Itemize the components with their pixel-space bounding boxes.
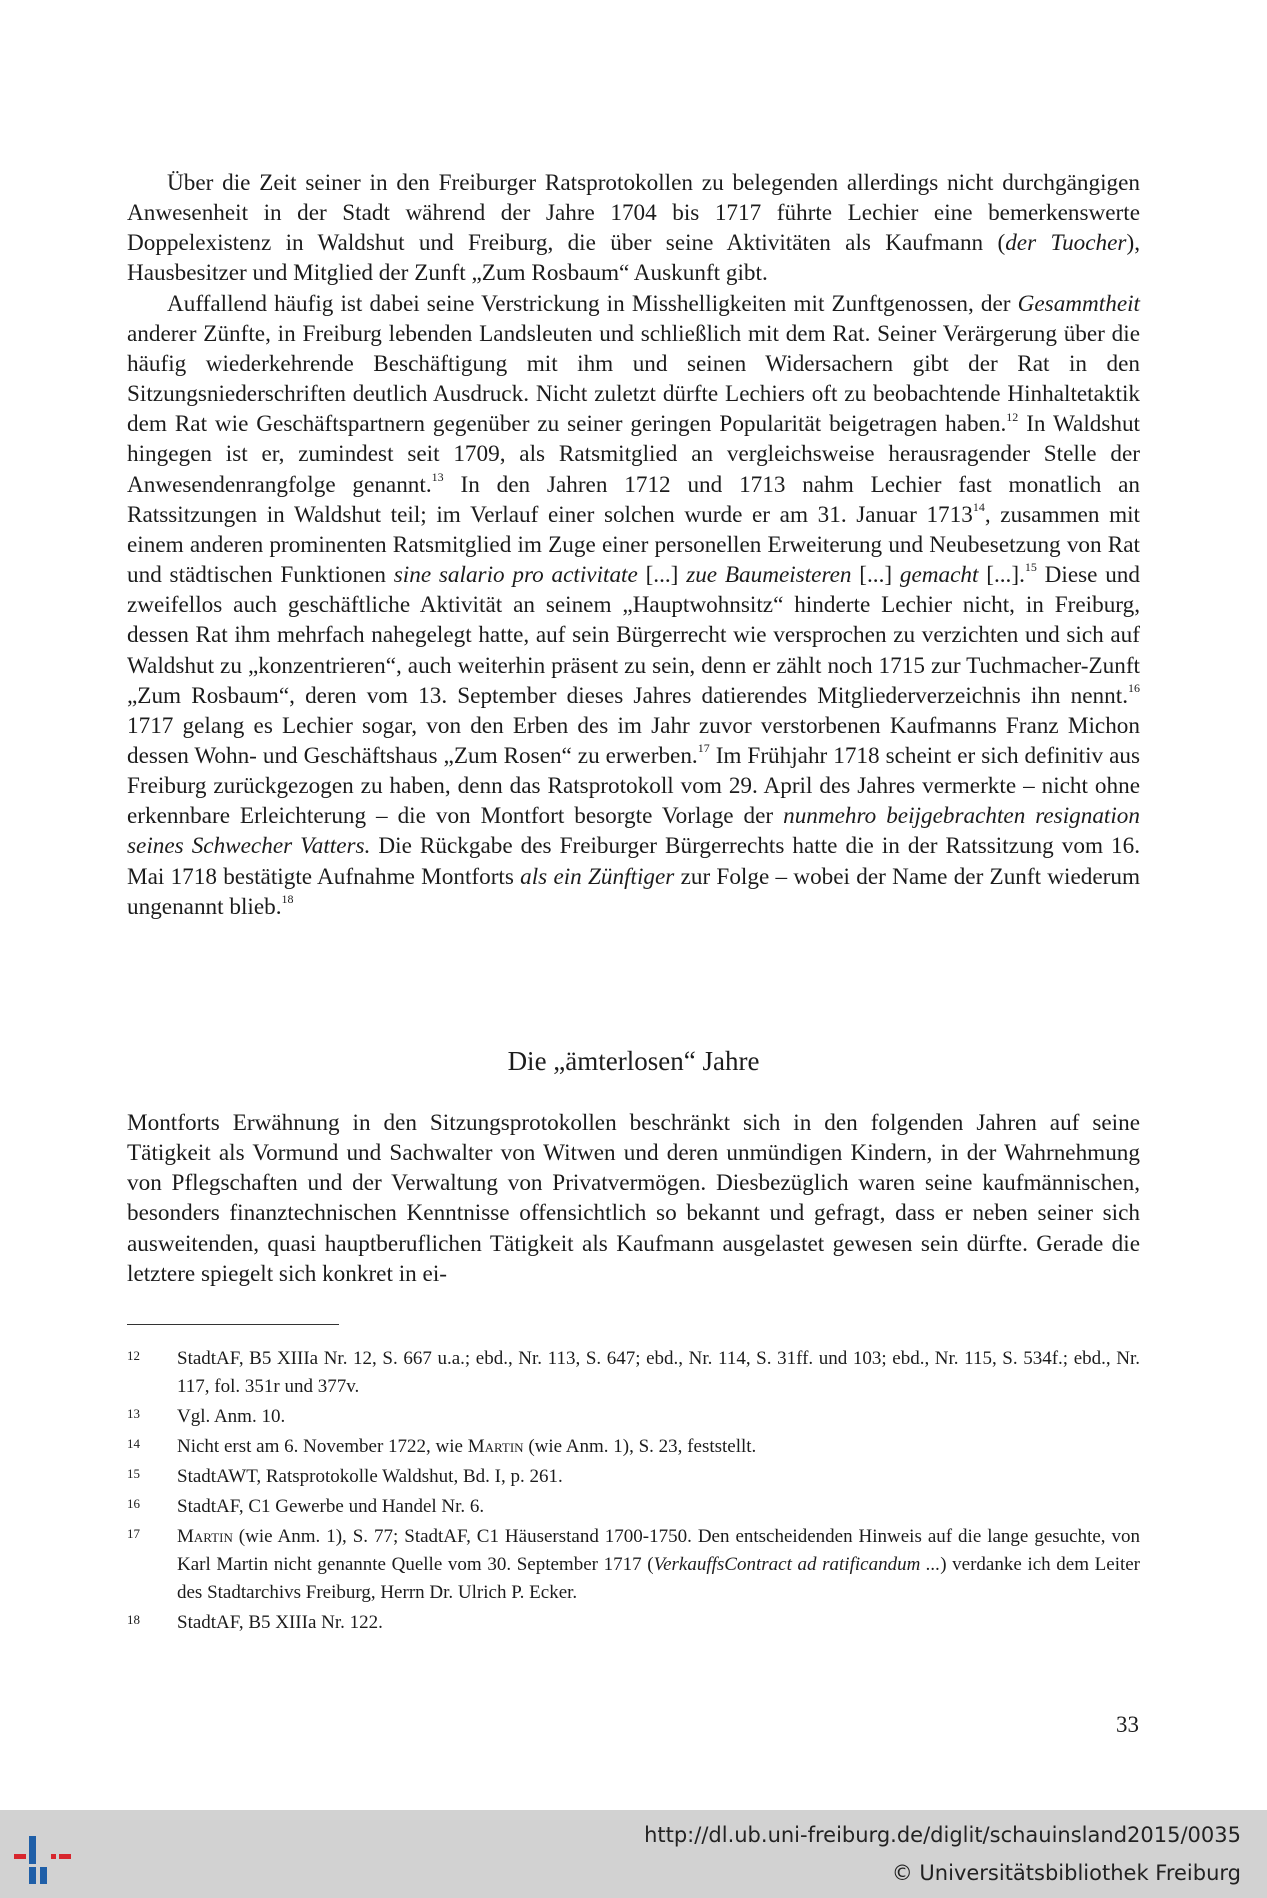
footnote-18: 18 StadtAF, B5 XIIIa Nr. 122. <box>127 1612 383 1633</box>
section-heading: Die „ämterlosen“ Jahre <box>507 1046 760 1076</box>
footnote-ref-14[interactable]: 14 <box>972 499 985 514</box>
viewer-footer <box>0 1810 1267 1898</box>
footnote-divider <box>127 1324 339 1325</box>
footnote-15: 15 StadtAWT, Ratsprotokolle Waldshut, Bd. I, p. 261. <box>127 1466 563 1487</box>
section-text <box>127 1108 1140 1289</box>
footnote-ref-16[interactable]: 16 <box>1128 680 1140 695</box>
footnote-ref-18[interactable]: 18 <box>281 892 294 907</box>
footnote-ref-15[interactable]: 15 <box>1024 560 1037 575</box>
footnote-12: 12 StadtAF, B5 XIIIa Nr. 12, S. 667 u.a.; ebd., Nr. 113, S. 647; ebd., Nr. 114, S. 31ff. und 103; ebd., Nr. 115, S. 534f.; ebd., Nr. 117, fol. 351r und 377v. <box>127 1348 1140 1397</box>
paragraph-1: Über die Zeit seiner in den Freiburger Ratsprotokollen zu belegenden allerdings nicht durchgängigen Anwesenheit in der Stadt während der Jahre 1704 bis 1717 führte Lechier eine bemerkenswerte Doppelexistenz in Waldshut und Freiburg, die über seine Aktivitäten als Kaufmann (der Tuocher), Hausbesitzer und Mitglied der Zunft „Zum Rosbaum“ Auskunft gibt. <box>127 170 1140 287</box>
footnote-ref-12[interactable]: 12 <box>1006 409 1019 424</box>
paragraph-3: Montforts Erwähnung in den Sitzungsprotokollen beschränkt sich in den folgenden Jahren auf seine Tätigkeit als Vormund und Sachwalter von Witwen und deren unmündigen Kindern, in der Wahrnehmung von Pflegschaften und der Verwaltung von Privatvermögen. Diesbezüglich waren seine kaufmännischen, besonders finanztechnischen Kenntnisse offensichtlich so bekannt und gefragt, dass er neben seiner sich ausweitenden, quasi hauptberuflichen Tätigkeit als Kaufmann ausgelastet gewesen sein dürfte. Gerade die letztere spiegelt sich konkret in ei- <box>127 1110 1140 1287</box>
footnote-17: 17 Martin (wie Anm. 1), S. 77; StadtAF, C1 Häuserstand 1700-1750. Den entscheidenden Hinweis auf die lange gesuchte, von Karl Martin nicht genannte Quelle vom 30. September 1717 (VerkauffsContract ad ratificandum ...) verdanke ich dem Leiter des Stadtarchivs Freiburg, Herrn Dr. Ulrich P. Ecker. <box>127 1526 1141 1603</box>
footnote-ref-17[interactable]: 17 <box>697 741 710 756</box>
paragraph-2: Auffallend häufig ist dabei seine Verstrickung in Misshelligkeiten mit Zunftgenossen, der Gesammtheit anderer Zünfte, in Freiburg lebenden Landsleuten und schließlich mit dem Rat. Seiner Verärgerung über die häufig wiederkehrende Beschäftigung mit ihm und seinen Widersachern gibt der Rat in den Sitzungsniederschriften deutlich Ausdruck. Nicht zuletzt dürfte Lechiers oft zu beobachtende Hinhaltetaktik dem Rat wie Geschäftspartnern gegenüber zu seiner geringen Popularität beigetragen haben.$^{12}$ In Waldshut hingegen ist er, zumindest seit 1709, als Ratsmitglied an vergleichsweise herausragender Stelle der Anwesendenrangfolge genannt.$^{13}$ In den Jahren 1712 und 1713 nahm Lechier fast monatlich an Ratssitzungen in Waldshut teil; im Verlauf einer solchen wurde er am 31. Januar 1713$^{14}$, zusammen mit einem anderen prominenten Ratsmitglied im Zuge einer personellen Erweiterung und Neubesetzung von Rat und städtischen Funktionen sine salario pro activitate [...] zue Baumeisteren [...] gemacht [...].$^{15}$ Diese und zweifellos auch geschäftliche Aktivität an seinem „Hauptwohnsitz“ hinderte Lechier nicht, in Freiburg, dessen Rat ihm mehrfach nahegelegt hatte, auf sein Bürgerrecht wie versprochen zu verzichten und sich auf Waldshut zu „konzentrieren“, auch weiterhin präsent zu sein, denn er zählt noch 1715 zur Tuchmacher-Zunft „Zum Rosbaum“, deren vom 13. September dieses Jahres datierendes Mitgliederverzeichnis ihn nennt.$^{16}$ 1717 gelang es Lechier sogar, von den Erben des im Jahr zuvor verstorbenen Kaufmanns Franz Michon dessen Wohn- und Geschäftshaus „Zum Rosen“ zu erwerben.$^{17}$ Im Frühjahr 1718 scheint er sich definitiv aus Freiburg zurückgezogen zu haben, denn das Ratsprotokoll vom 29. April des Jahres vermerkte – nicht ohne erkennbare Erleichterung – die von Montfort besorgte Vorlage der nunmehro beijgebrachten resignation seines Schwecher Vatters. Die Rückgabe des Freiburger Bürgerrechts hatte die in der Ratssitzung vom 16. Mai 1718 bestätigte Aufnahme Montforts als ein Zünftiger zur Folge – wobei der Name der Zunft wiederum ungenannt blieb.$^{18}$ <box>127 290 1141 920</box>
permalink-url[interactable]: http://dl.ub.uni-freiburg.de/diglit/schauinsland2015/0035 <box>644 1823 1241 1847</box>
footnotes <box>127 1345 1140 1639</box>
footnote-16: 16 StadtAF, C1 Gewerbe und Handel Nr. 6. <box>127 1496 485 1517</box>
footnote-13: 13 Vgl. Anm. 10. <box>127 1406 286 1427</box>
ub-freiburg-logo-icon <box>14 1824 78 1888</box>
footnote-ref-13[interactable]: 13 <box>431 469 444 484</box>
main-text <box>127 168 1140 922</box>
footnote-14: 14 Nicht erst am 6. November 1722, wie Martin (wie Anm. 1), S. 23, feststellt. <box>127 1436 757 1457</box>
page-number: 33 <box>1116 1712 1139 1737</box>
copyright-notice: © Universitätsbibliothek Freiburg <box>891 1861 1241 1885</box>
